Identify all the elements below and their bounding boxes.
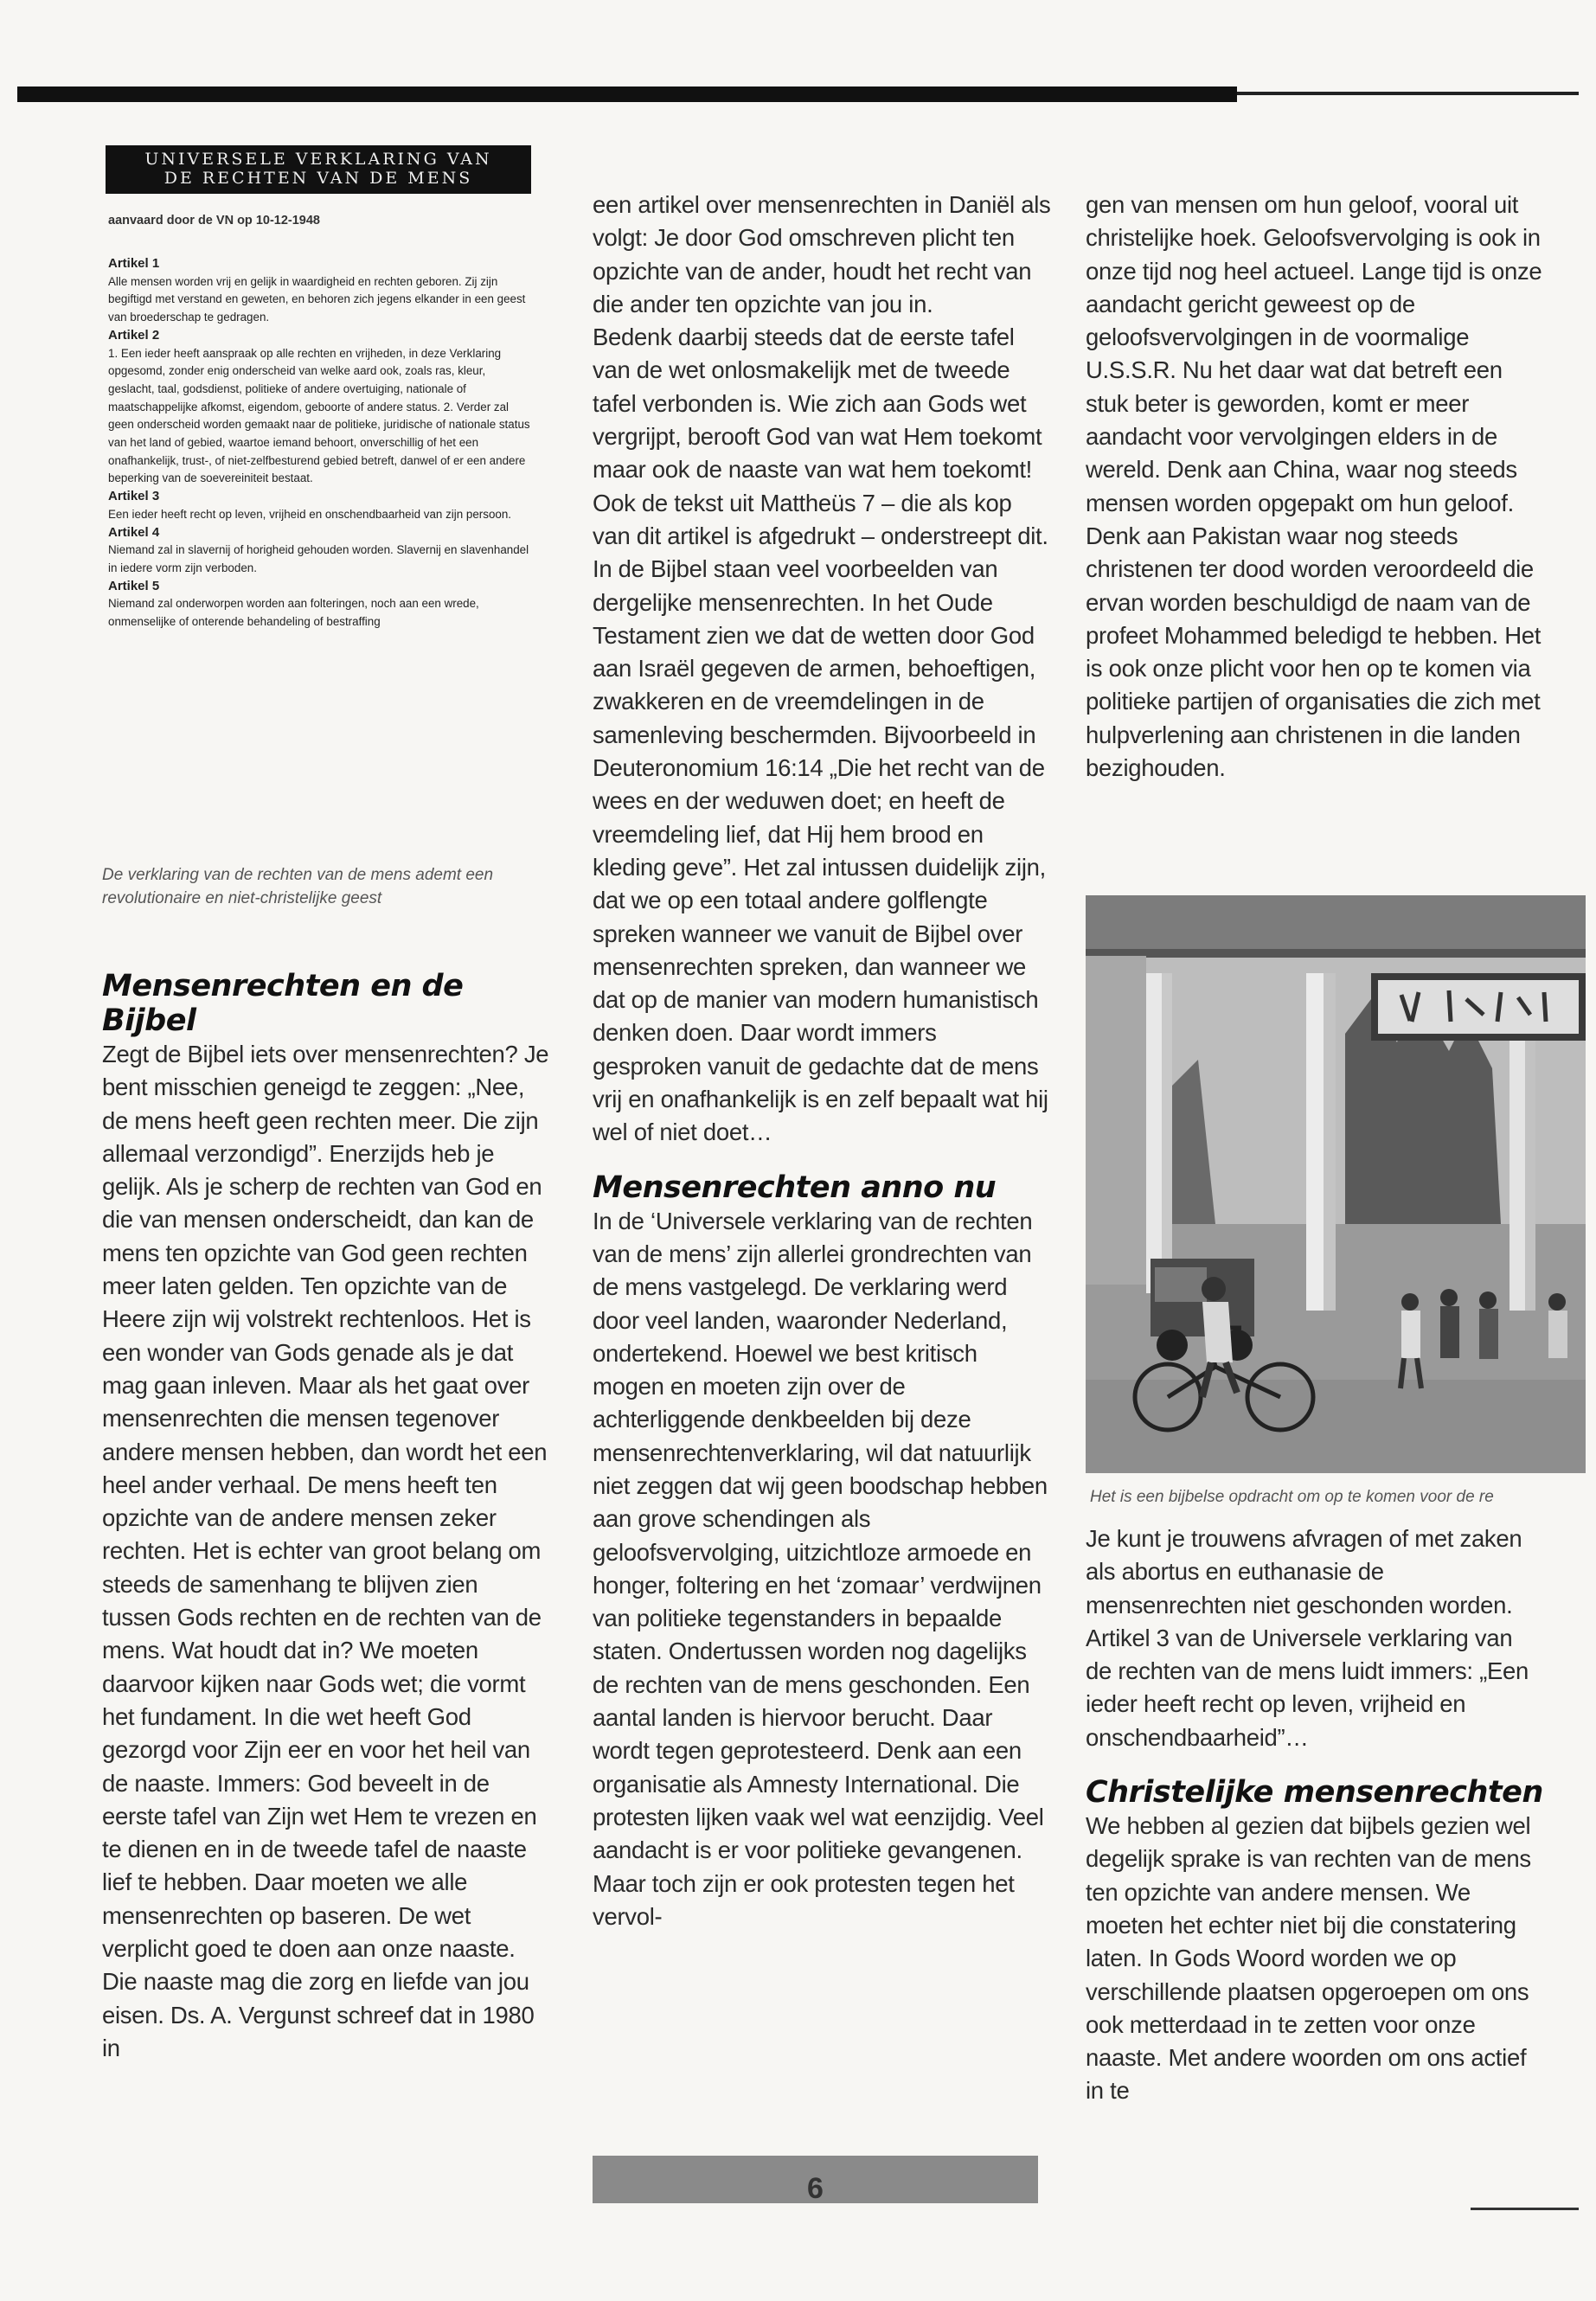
- column-3-paragraph-2: Je kunt je trouwens afvragen of met zaken als abortus en euthanasie de mensenrechten niet geschonden worden. Artikel 3 van de Universele verklaring van de rechten van de mens luidt immers: „Een ieder heeft recht op leven, vrijheid en onschendbaarheid”…: [1086, 1525, 1529, 1751]
- column-2-paragraph-4: In de ‘Universele verklaring van de rechten van de mens’ zijn allerlei grondrechten van de mens vastgelegd. De verklaring werd door veel landen, waaronder Nederland, ondertekend. Hoewel we best kritisch mogen en moeten zijn over de achterliggende denkbeelden bij deze mensenrechtenverklaring, wil dat natuurlijk niet zeggen dat wij geen boodschap hebben aan grove schendingen als geloofsvervolging, uitzichtloze armoede en honger, foltering en het ‘zomaar’ verdwijnen van politieke tegenstanders in bepaalde staten. Ondertussen worden nog dagelijks de rechten van de mens geschonden. Een aantal landen is hiervoor berucht. Daar wordt tegen geprotesteerd. Denk aan een organisatie als Amnesty International. Die protesten lijken vaak wel wat eenzijdig. Veel aandacht is er voor politieke gevangenen. Maar toch zijn er ook protesten tegen het vervol-: [593, 1207, 1048, 1930]
- article-heading: Artikel 5: [108, 578, 160, 593]
- page-number-tab: [593, 2156, 1038, 2203]
- heading-mensenrechten-bijbel: Mensenrechten en de Bijbel: [102, 969, 464, 1038]
- column-1-text: Zegt de Bijbel iets over mensenrechten? Je bent misschien geneigd te zeggen: „Nee, de mens heeft geen rechten meer. Die zijn allemaal verzondigd”. Enerzijds heb je gelijk. Als je scherp de rechten van God en die van mensen onderscheidt, dan kan de mens ten opzichte van God geen rechten meer laten gelden. Ten opzichte van de Heere zijn wij volstrekt rechtenloos. Het is een wonder van Gods genade als je dat mag gaan inleven. Maar als het gaat over mensenrechten die mensen tegenover andere mensen hebben, dan wordt het een heel ander verhaal. De mens heeft ten opzichte van de andere mensen zeker rechten. Het is echter van groot belang om steeds de samenhang te blijven zien tussen Gods rechten en de rechten van de mens. Wat houdt dat in? We moeten daarvoor kijken naar Gods wet; die vormt het fundament. In die wet heeft God gezorgd voor Zijn eer en voor het heil van de naaste. Immers: God beveelt in de eerste tafel van Zijn wet Hem te vrezen en te dienen en in de tweede tafel de naaste lief te hebben. Daar moeten we alle mensenrechten op baseren. De wet verplicht goed te doen aan onze naaste. Die naaste mag die zorg en liefde van jou eisen. Ds. A. Vergunst schreef dat in 1980 in: [102, 1041, 549, 2061]
- article-heading: Artikel 3: [108, 489, 160, 504]
- article-text: Niemand zal in slavernij of horigheid gehouden worden. Slavernij en slavenhandel in iedere vorm zijn verboden.: [108, 543, 529, 574]
- article-heading: Artikel 4: [108, 524, 160, 540]
- article-heading: Artikel 1: [108, 256, 160, 271]
- article-heading: Artikel 2: [108, 327, 160, 343]
- column-3-paragraph-1: gen van mensen om hun geloof, vooral uit christelijke hoek. Geloofsvervolging is ook in onze tijd nog heel actueel. Lange tijd is onze aandacht gericht geweest op de geloofsvervolgingen in de voormalige U.S.S.R. Nu het daar wat dat betreft een stuk beter is geworden, komt er meer aandacht voor vervolgingen elders in de wereld. Denk aan China, waar nog steeds mensen worden opgepakt om hun geloof. Denk aan Pakistan waar nog steeds christenen ter dood worden veroordeeld die ervan worden beschuldigd de naam van de profeet Mohammed beledigd te hebben. Het is ook onze plicht voor hen op te komen via politieke partijen of organisaties die zich met hulpverlening aan christenen in die landen bezighouden.: [1086, 191, 1542, 782]
- column-3-lower: [1086, 1522, 1544, 2108]
- column-3-paragraph-3: We hebben al gezien dat bijbels gezien wel degelijk sprake is van rechten van de mens ten opzichte van andere mensen. We moeten het echter niet bij die constatering laten. In Gods Woord worden we op verschillende plaatsen opgeroepen om ons ook metterdaad in te zetten voor onze naaste. Met andere woorden om ons actief in te: [1086, 1812, 1531, 2105]
- column-1: [102, 969, 552, 2065]
- declaration-caption: De verklaring van de rechten van de mens ademt een revolutionaire en niet-christelijke geest: [102, 866, 494, 907]
- photo-gate-cyclist: [1086, 895, 1586, 1473]
- declaration-articles: [108, 255, 534, 631]
- declaration-adopted: aanvaard door de VN op 10-12-1948: [108, 214, 320, 228]
- heading-christelijke-mensenrechten: Christelijke mensenrechten: [1086, 1775, 1543, 1811]
- column-2-paragraph-1: een artikel over mensenrechten in Daniël als volgt: Je door God omschreven plicht ten opzichte van de ander, houdt het recht van die ander ten opzichte van jou in.: [593, 191, 1051, 317]
- declaration-title-box: [106, 145, 531, 194]
- declaration-title-line2: DE RECHTEN VAN DE MENS: [163, 169, 473, 188]
- article-text: Een ieder heeft recht op leven, vrijheid en onschendbaarheid van zijn persoon.: [108, 507, 512, 521]
- bottom-rule: [1471, 2208, 1579, 2210]
- column-2: [593, 189, 1051, 1933]
- article-text: Niemand zal onderworpen worden aan folteringen, noch aan een wrede, onmenselijke of onterende behandeling of bestraffing: [108, 597, 479, 629]
- article-text: Alle mensen worden vrij en gelijk in waardigheid en rechten geboren. Zij zijn begiftigd met verstand en geweten, en behoren zich jegens elkander in een geest van broederschap te gedragen.: [108, 274, 526, 324]
- article-text: 1. Een ieder heeft aanspraak op alle rechten en vrijheden, in deze Verklaring opgesomd, zonder enig onderscheid van welke aard ook, zoals ras, kleur, geslacht, taal, godsdienst, politieke of andere overtuiging, nationale of maatschappelijke afkomst, eigendom, geboorte of andere status. 2. Verder zal geen onderscheid worden gemaakt naar de politieke, juridische of nationale status van het land of gebied, waartoe iemand behoort, onverschillig of het een onafhankelijk, trust-, of niet-zelfbesturend gebied betreft, danwel of er een andere beperking van de soevereiniteit bestaat.: [108, 346, 530, 485]
- photo-caption: Het is een bijbelse opdracht om op te komen voor de re: [1090, 1488, 1494, 1506]
- declaration-title-line1: UNIVERSELE VERKLARING VAN: [144, 150, 492, 169]
- column-2-paragraph-2: Bedenk daarbij steeds dat de eerste tafel van de wet onlosmakelijk met de tweede tafel verbonden is. Wie zich aan Gods wet vergrijpt, berooft God van wat Hem toekomt maar ook de naaste van wat hem toekomt! Ook de tekst uit Mattheüs 7 – die als kop van dit artikel is afgedrukt – onderstreept dit.: [593, 324, 1048, 549]
- top-rule-thin: [1237, 92, 1579, 95]
- page-number: 6: [807, 2172, 824, 2205]
- heading-mensenrechten-anno-nu: Mensenrechten anno nu: [593, 1170, 997, 1205]
- column-2-paragraph-3: In de Bijbel staan veel voorbeelden van dergelijke mensenrechten. In het Oude Testament zien we dat de wetten door God aan Israël gegeven de armen, behoeftigen, zwakkeren en de vreemdelingen in de samenleving beschermden. Bijvoorbeeld in Deuteronomium 16:14 „Die het recht van de wees en der weduwen doet; en heeft de vreemdeling lief, dat Hij hem brood en kleding geve”. Het zal intussen duidelijk zijn, dat we op een totaal andere golflengte spreken wanneer we vanuit de Bijbel over mensenrechten spreken, dan wanneer we dat op de manier van modern humanistisch denken doen. Daar wordt immers gesproken vanuit de gedachte dat de mens vrij en onafhankelijk is en zelf bepaalt wat hij wel of niet doet…: [593, 555, 1048, 1146]
- column-3: [1086, 189, 1544, 785]
- top-rule: [17, 87, 1237, 102]
